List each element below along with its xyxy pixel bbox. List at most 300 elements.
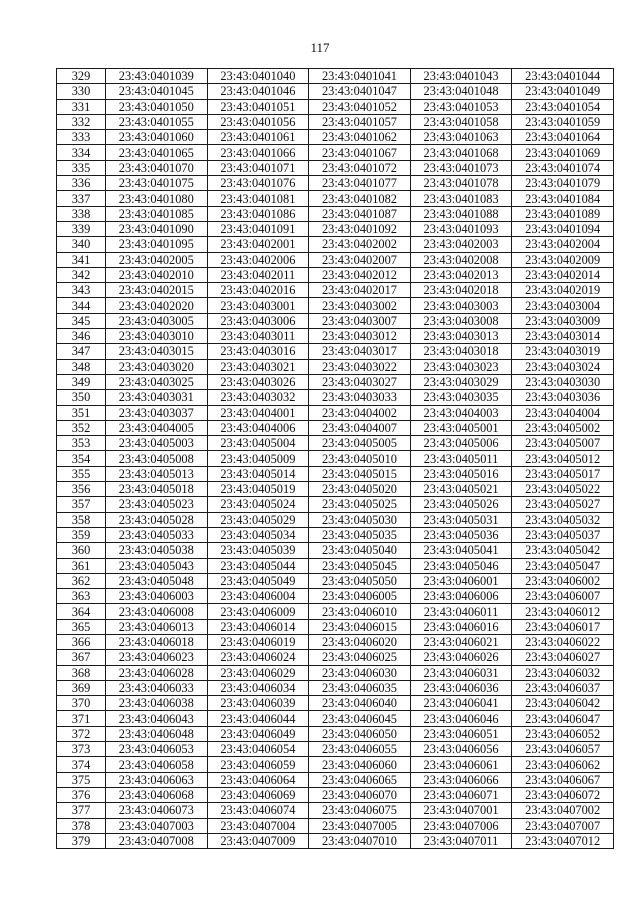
cadastral-number-cell: 23:43:0404004 [512,405,614,420]
cadastral-number-cell: 23:43:0403023 [410,359,512,374]
cadastral-number-cell: 23:43:0403019 [512,344,614,359]
cadastral-number-cell: 23:43:0401083 [410,191,512,206]
cadastral-number-cell: 23:43:0401080 [106,191,208,206]
cadastral-number-cell: 23:43:0406031 [410,665,512,680]
cadastral-number-cell: 23:43:0403011 [207,329,309,344]
cadastral-number-cell: 23:43:0401054 [512,99,614,114]
cadastral-number-cell: 23:43:0405002 [512,420,614,435]
cadastral-number-cell: 23:43:0403007 [309,313,411,328]
cadastral-number-cell: 23:43:0405011 [410,451,512,466]
cadastral-number-cell: 23:43:0405030 [309,512,411,527]
cadastral-number-cell: 23:43:0407007 [512,818,614,833]
table-row [57,283,614,298]
cadastral-number-cell: 23:43:0403037 [106,405,208,420]
cadastral-number-cell: 23:43:0401048 [410,84,512,99]
cadastral-number-cell: 23:43:0402004 [512,237,614,252]
cadastral-number-cell: 23:43:0405018 [106,482,208,497]
cadastral-number-cell: 23:43:0406023 [106,650,208,665]
cadastral-number-cell: 23:43:0405028 [106,512,208,527]
cadastral-number-cell: 23:43:0405021 [410,482,512,497]
cadastral-number-cell: 23:43:0401090 [106,221,208,236]
cadastral-number-cell: 23:43:0406047 [512,711,614,726]
cadastral-number-cell: 23:43:0402019 [512,283,614,298]
row-number-cell: 377 [57,803,106,818]
cadastral-number-cell: 23:43:0406001 [410,573,512,588]
cadastral-number-cell: 23:43:0405031 [410,512,512,527]
cadastral-number-cell: 23:43:0405029 [207,512,309,527]
cadastral-number-cell: 23:43:0405004 [207,436,309,451]
cadastral-number-cell: 23:43:0405027 [512,497,614,512]
cadastral-number-cell: 23:43:0403033 [309,390,411,405]
cadastral-number-cell: 23:43:0401095 [106,237,208,252]
cadastral-number-cell: 23:43:0407009 [207,833,309,848]
row-number-cell: 340 [57,237,106,252]
table-row [57,69,614,84]
cadastral-number-cell: 23:43:0401064 [512,130,614,145]
cadastral-number-cell: 23:43:0401055 [106,114,208,129]
row-number-cell: 372 [57,726,106,741]
cadastral-number-cell: 23:43:0405010 [309,451,411,466]
cadastral-number-cell: 23:43:0405015 [309,466,411,481]
cadastral-number-cell: 23:43:0407005 [309,818,411,833]
cadastral-number-cell: 23:43:0401091 [207,221,309,236]
table-row [57,726,614,741]
cadastral-number-cell: 23:43:0402007 [309,252,411,267]
cadastral-number-cell: 23:43:0401040 [207,69,309,84]
cadastral-number-cell: 23:43:0402020 [106,298,208,313]
cadastral-number-cell: 23:43:0401059 [512,114,614,129]
table-row [57,374,614,389]
cadastral-number-cell: 23:43:0404007 [309,420,411,435]
cadastral-number-cell: 23:43:0406046 [410,711,512,726]
row-number-cell: 332 [57,114,106,129]
cadastral-number-cell: 23:43:0406057 [512,742,614,757]
cadastral-number-cell: 23:43:0405020 [309,482,411,497]
cadastral-number-cell: 23:43:0402003 [410,237,512,252]
cadastral-number-cell: 23:43:0403013 [410,329,512,344]
cadastral-number-cell: 23:43:0407002 [512,803,614,818]
row-number-cell: 365 [57,619,106,634]
cadastral-number-cell: 23:43:0405019 [207,482,309,497]
cadastral-number-cell: 23:43:0403027 [309,374,411,389]
cadastral-number-cell: 23:43:0405008 [106,451,208,466]
row-number-cell: 367 [57,650,106,665]
row-number-cell: 334 [57,145,106,160]
cadastral-number-cell: 23:43:0406005 [309,589,411,604]
row-number-cell: 331 [57,99,106,114]
cadastral-number-cell: 23:43:0403022 [309,359,411,374]
row-number-cell: 356 [57,482,106,497]
row-number-cell: 352 [57,420,106,435]
cadastral-number-cell: 23:43:0401044 [512,69,614,84]
cadastral-number-cell: 23:43:0406037 [512,680,614,695]
cadastral-number-cell: 23:43:0407010 [309,833,411,848]
cadastral-number-cell: 23:43:0403009 [512,313,614,328]
cadastral-number-cell: 23:43:0401060 [106,130,208,145]
cadastral-number-cell: 23:43:0402005 [106,252,208,267]
cadastral-number-cell: 23:43:0405033 [106,527,208,542]
cadastral-number-cell: 23:43:0403024 [512,359,614,374]
cadastral-number-cell: 23:43:0401065 [106,145,208,160]
cadastral-number-cell: 23:43:0402008 [410,252,512,267]
cadastral-number-cell: 23:43:0402011 [207,267,309,282]
cadastral-number-cell: 23:43:0406038 [106,696,208,711]
table-row [57,99,614,114]
cadastral-number-cell: 23:43:0406058 [106,757,208,772]
cadastral-number-cell: 23:43:0406015 [309,619,411,634]
cadastral-number-cell: 23:43:0403005 [106,313,208,328]
table-row [57,742,614,757]
cadastral-number-cell: 23:43:0401068 [410,145,512,160]
cadastral-number-cell: 23:43:0406073 [106,803,208,818]
cadastral-number-cell: 23:43:0403016 [207,344,309,359]
cadastral-number-cell: 23:43:0405025 [309,497,411,512]
cadastral-number-cell: 23:43:0401043 [410,69,512,84]
cadastral-number-cell: 23:43:0406035 [309,680,411,695]
cadastral-number-cell: 23:43:0406033 [106,680,208,695]
cadastral-number-cell: 23:43:0405035 [309,527,411,542]
cadastral-number-cell: 23:43:0406066 [410,772,512,787]
cadastral-number-cell: 23:43:0403004 [512,298,614,313]
table-row [57,650,614,665]
cadastral-number-cell: 23:43:0401070 [106,160,208,175]
cadastral-number-cell: 23:43:0406067 [512,772,614,787]
table-row [57,221,614,236]
cadastral-number-cell: 23:43:0401092 [309,221,411,236]
cadastral-number-cell: 23:43:0401047 [309,84,411,99]
row-number-cell: 353 [57,436,106,451]
cadastral-number-cell: 23:43:0405041 [410,543,512,558]
cadastral-number-cell: 23:43:0405007 [512,436,614,451]
cadastral-number-cell: 23:43:0401058 [410,114,512,129]
table-row [57,237,614,252]
cadastral-number-cell: 23:43:0401089 [512,206,614,221]
cadastral-number-cell: 23:43:0406061 [410,757,512,772]
cadastral-number-cell: 23:43:0401071 [207,160,309,175]
row-number-cell: 346 [57,329,106,344]
row-number-cell: 339 [57,221,106,236]
cadastral-table-container [56,68,613,849]
cadastral-number-cell: 23:43:0403026 [207,374,309,389]
cadastral-number-cell: 23:43:0401052 [309,99,411,114]
cadastral-number-cell: 23:43:0401039 [106,69,208,84]
cadastral-number-cell: 23:43:0405001 [410,420,512,435]
cadastral-number-cell: 23:43:0405017 [512,466,614,481]
cadastral-number-cell: 23:43:0401075 [106,176,208,191]
cadastral-number-cell: 23:43:0407001 [410,803,512,818]
table-row [57,558,614,573]
cadastral-number-cell: 23:43:0406009 [207,604,309,619]
table-row [57,543,614,558]
cadastral-number-cell: 23:43:0406072 [512,787,614,802]
cadastral-number-cell: 23:43:0401053 [410,99,512,114]
page-number: 117 [310,40,330,55]
table-row [57,130,614,145]
row-number-cell: 341 [57,252,106,267]
cadastral-number-cell: 23:43:0401045 [106,84,208,99]
table-row [57,680,614,695]
row-number-cell: 373 [57,742,106,757]
cadastral-number-cell: 23:43:0401072 [309,160,411,175]
table-row [57,298,614,313]
table-row [57,420,614,435]
cadastral-number-cell: 23:43:0401050 [106,99,208,114]
table-row [57,634,614,649]
cadastral-number-cell: 23:43:0406007 [512,589,614,604]
cadastral-number-cell: 23:43:0403012 [309,329,411,344]
cadastral-number-cell: 23:43:0402001 [207,237,309,252]
cadastral-number-cell: 23:43:0405040 [309,543,411,558]
cadastral-number-cell: 23:43:0405012 [512,451,614,466]
row-number-cell: 338 [57,206,106,221]
cadastral-number-cell: 23:43:0406019 [207,634,309,649]
row-number-cell: 375 [57,772,106,787]
cadastral-number-cell: 23:43:0406027 [512,650,614,665]
row-number-cell: 348 [57,359,106,374]
row-number-cell: 337 [57,191,106,206]
cadastral-number-cell: 23:43:0406003 [106,589,208,604]
row-number-cell: 350 [57,390,106,405]
cadastral-number-cell: 23:43:0404002 [309,405,411,420]
cadastral-number-cell: 23:43:0406036 [410,680,512,695]
cadastral-number-cell: 23:43:0405024 [207,497,309,512]
cadastral-number-cell: 23:43:0404005 [106,420,208,435]
cadastral-number-cell: 23:43:0405049 [207,573,309,588]
cadastral-number-cell: 23:43:0403008 [410,313,512,328]
row-number-cell: 347 [57,344,106,359]
table-row [57,267,614,282]
cadastral-number-cell: 23:43:0405009 [207,451,309,466]
cadastral-number-cell: 23:43:0406068 [106,787,208,802]
cadastral-number-cell: 23:43:0402015 [106,283,208,298]
cadastral-number-cell: 23:43:0405032 [512,512,614,527]
cadastral-number-cell: 23:43:0402014 [512,267,614,282]
row-number-cell: 343 [57,283,106,298]
cadastral-number-cell: 23:43:0406075 [309,803,411,818]
cadastral-number-cell: 23:43:0405044 [207,558,309,573]
table-row [57,145,614,160]
cadastral-number-cell: 23:43:0403010 [106,329,208,344]
cadastral-number-cell: 23:43:0405038 [106,543,208,558]
row-number-cell: 335 [57,160,106,175]
cadastral-number-cell: 23:43:0403017 [309,344,411,359]
cadastral-number-cell: 23:43:0401081 [207,191,309,206]
table-row [57,619,614,634]
cadastral-number-cell: 23:43:0405006 [410,436,512,451]
cadastral-number-cell: 23:43:0405045 [309,558,411,573]
cadastral-number-cell: 23:43:0403025 [106,374,208,389]
row-number-cell: 379 [57,833,106,848]
cadastral-number-cell: 23:43:0406060 [309,757,411,772]
cadastral-number-cell: 23:43:0401073 [410,160,512,175]
cadastral-number-cell: 23:43:0401067 [309,145,411,160]
cadastral-number-cell: 23:43:0402010 [106,267,208,282]
row-number-cell: 359 [57,527,106,542]
cadastral-number-cell: 23:43:0406021 [410,634,512,649]
table-row [57,329,614,344]
row-number-cell: 374 [57,757,106,772]
cadastral-number-cell: 23:43:0401066 [207,145,309,160]
cadastral-number-cell: 23:43:0406071 [410,787,512,802]
cadastral-number-cell: 23:43:0402012 [309,267,411,282]
row-number-cell: 345 [57,313,106,328]
cadastral-number-cell: 23:43:0406025 [309,650,411,665]
cadastral-number-cell: 23:43:0401051 [207,99,309,114]
row-number-cell: 368 [57,665,106,680]
cadastral-number-cell: 23:43:0405037 [512,527,614,542]
cadastral-number-cell: 23:43:0401084 [512,191,614,206]
cadastral-number-cell: 23:43:0405034 [207,527,309,542]
cadastral-number-cell: 23:43:0403020 [106,359,208,374]
cadastral-number-cell: 23:43:0403029 [410,374,512,389]
table-row [57,191,614,206]
cadastral-number-cell: 23:43:0406026 [410,650,512,665]
table-row [57,497,614,512]
row-number-cell: 344 [57,298,106,313]
cadastral-number-cell: 23:43:0403030 [512,374,614,389]
cadastral-number-cell: 23:43:0401062 [309,130,411,145]
table-row [57,696,614,711]
cadastral-number-cell: 23:43:0406044 [207,711,309,726]
cadastral-number-cell: 23:43:0403006 [207,313,309,328]
table-row [57,833,614,848]
table-row [57,114,614,129]
cadastral-number-cell: 23:43:0406041 [410,696,512,711]
cadastral-number-cell: 23:43:0405013 [106,466,208,481]
cadastral-number-cell: 23:43:0406022 [512,634,614,649]
row-number-cell: 355 [57,466,106,481]
cadastral-number-cell: 23:43:0401082 [309,191,411,206]
cadastral-number-cell: 23:43:0405005 [309,436,411,451]
cadastral-number-cell: 23:43:0405046 [410,558,512,573]
table-row [57,589,614,604]
cadastral-number-cell: 23:43:0401078 [410,176,512,191]
table-row [57,405,614,420]
cadastral-number-cell: 23:43:0406056 [410,742,512,757]
cadastral-number-cell: 23:43:0403015 [106,344,208,359]
table-row [57,573,614,588]
cadastral-number-cell: 23:43:0401093 [410,221,512,236]
cadastral-number-cell: 23:43:0403018 [410,344,512,359]
cadastral-number-cell: 23:43:0406020 [309,634,411,649]
cadastral-number-cell: 23:43:0406049 [207,726,309,741]
cadastral-number-cell: 23:43:0401056 [207,114,309,129]
cadastral-number-cell: 23:43:0401049 [512,84,614,99]
cadastral-number-cell: 23:43:0406042 [512,696,614,711]
row-number-cell: 329 [57,69,106,84]
cadastral-number-cell: 23:43:0406030 [309,665,411,680]
cadastral-number-cell: 23:43:0405036 [410,527,512,542]
cadastral-number-cell: 23:43:0405014 [207,466,309,481]
cadastral-number-cell: 23:43:0406016 [410,619,512,634]
cadastral-number-cell: 23:43:0407006 [410,818,512,833]
cadastral-number-cell: 23:43:0406054 [207,742,309,757]
table-row [57,160,614,175]
cadastral-number-cell: 23:43:0406006 [410,589,512,604]
table-row [57,252,614,267]
row-number-cell: 371 [57,711,106,726]
cadastral-number-cell: 23:43:0403021 [207,359,309,374]
table-row [57,359,614,374]
cadastral-number-cell: 23:43:0406059 [207,757,309,772]
cadastral-number-cell: 23:43:0405047 [512,558,614,573]
cadastral-number-cell: 23:43:0405022 [512,482,614,497]
table-row [57,787,614,802]
table-row [57,176,614,191]
cadastral-number-cell: 23:43:0406034 [207,680,309,695]
table-row [57,390,614,405]
cadastral-number-cell: 23:43:0406065 [309,772,411,787]
cadastral-number-cell: 23:43:0407011 [410,833,512,848]
row-number-cell: 354 [57,451,106,466]
row-number-cell: 349 [57,374,106,389]
cadastral-number-cell: 23:43:0406062 [512,757,614,772]
cadastral-number-cell: 23:43:0406040 [309,696,411,711]
cadastral-number-cell: 23:43:0406063 [106,772,208,787]
cadastral-number-cell: 23:43:0404001 [207,405,309,420]
cadastral-number-cell: 23:43:0406032 [512,665,614,680]
cadastral-number-cell: 23:43:0406013 [106,619,208,634]
table-row [57,757,614,772]
cadastral-number-cell: 23:43:0407003 [106,818,208,833]
table-row [57,803,614,818]
table-row [57,84,614,99]
cadastral-number-cell: 23:43:0407012 [512,833,614,848]
table-row [57,711,614,726]
cadastral-number-cell: 23:43:0406002 [512,573,614,588]
cadastral-number-cell: 23:43:0403031 [106,390,208,405]
table-body [57,69,614,849]
cadastral-number-cell: 23:43:0401079 [512,176,614,191]
cadastral-number-cell: 23:43:0403001 [207,298,309,313]
cadastral-number-cell: 23:43:0405043 [106,558,208,573]
row-number-cell: 362 [57,573,106,588]
cadastral-number-cell: 23:43:0403035 [410,390,512,405]
cadastral-number-cell: 23:43:0402018 [410,283,512,298]
cadastral-number-cell: 23:43:0406017 [512,619,614,634]
cadastral-number-cell: 23:43:0406008 [106,604,208,619]
cadastral-number-cell: 23:43:0406070 [309,787,411,802]
cadastral-number-cell: 23:43:0406048 [106,726,208,741]
cadastral-number-cell: 23:43:0406055 [309,742,411,757]
cadastral-number-cell: 23:43:0404006 [207,420,309,435]
row-number-cell: 342 [57,267,106,282]
cadastral-number-cell: 23:43:0406029 [207,665,309,680]
cadastral-number-cell: 23:43:0401057 [309,114,411,129]
table-row [57,818,614,833]
cadastral-number-cell: 23:43:0407004 [207,818,309,833]
row-number-cell: 376 [57,787,106,802]
cadastral-number-cell: 23:43:0402017 [309,283,411,298]
cadastral-number-cell: 23:43:0401088 [410,206,512,221]
row-number-cell: 351 [57,405,106,420]
cadastral-number-cell: 23:43:0406050 [309,726,411,741]
table-row [57,665,614,680]
table-row [57,344,614,359]
cadastral-number-cell: 23:43:0401061 [207,130,309,145]
table-row [57,206,614,221]
cadastral-number-cell: 23:43:0406051 [410,726,512,741]
table-row [57,527,614,542]
row-number-cell: 333 [57,130,106,145]
cadastral-number-cell: 23:43:0401087 [309,206,411,221]
cadastral-number-cell: 23:43:0403014 [512,329,614,344]
row-number-cell: 378 [57,818,106,833]
cadastral-number-cell: 23:43:0401074 [512,160,614,175]
cadastral-table [56,68,614,849]
row-number-cell: 366 [57,634,106,649]
row-number-cell: 358 [57,512,106,527]
